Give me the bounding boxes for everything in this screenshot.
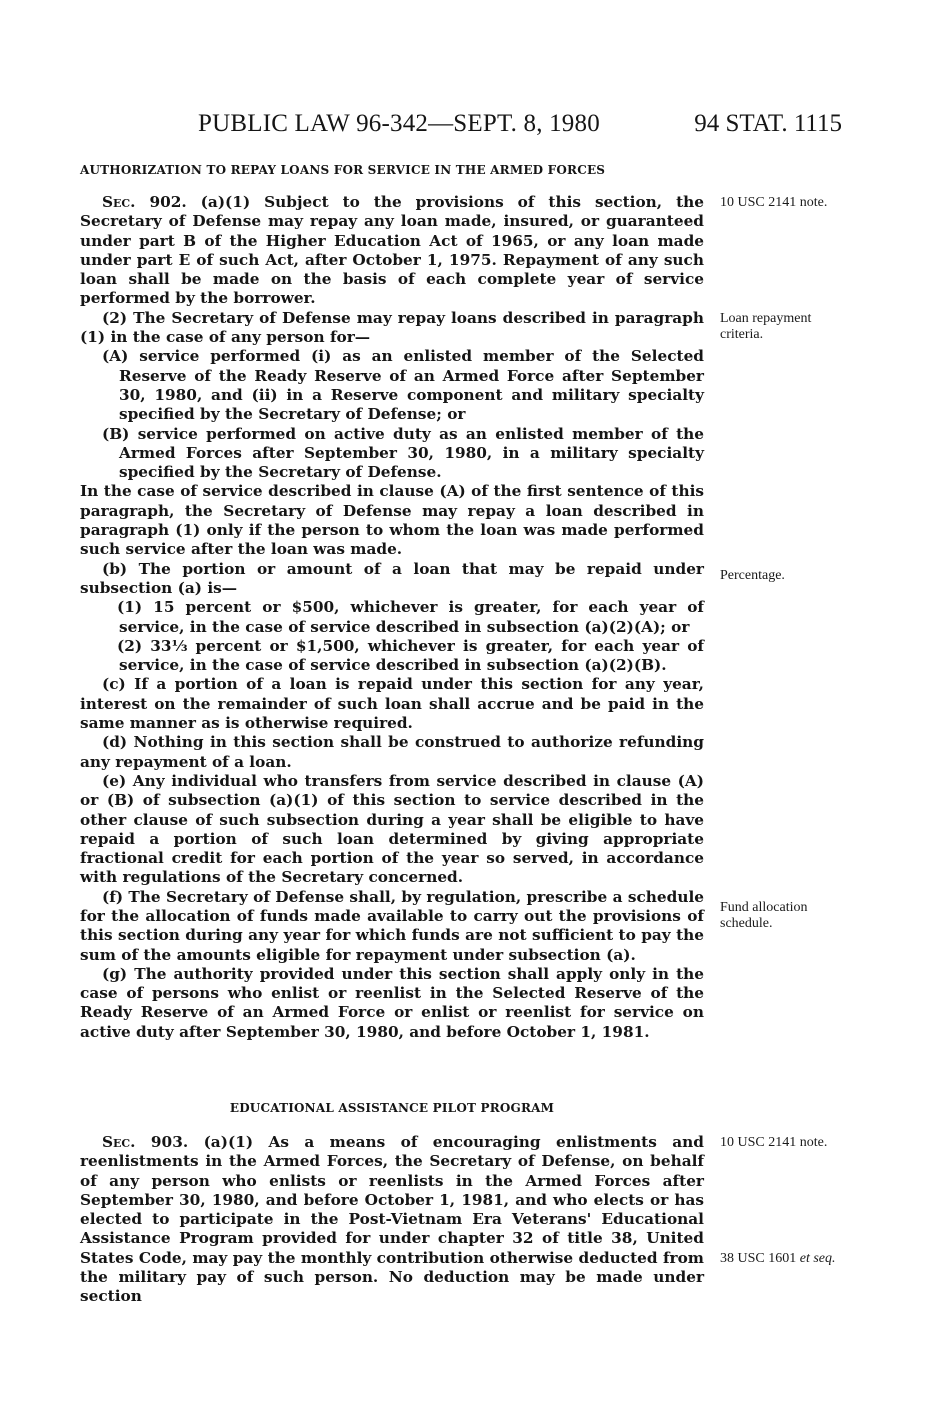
section-903-body xyxy=(80,1133,704,1307)
margin-note-percentage: Percentage. xyxy=(720,568,785,583)
section-902-body xyxy=(80,193,704,1042)
sec-902-a1 xyxy=(80,193,704,309)
sec-902-a1-text: 902. (a)(1) Subject to the provisions of this section, the Secretary of Defense may repay any loan made, insured, or guaranteed under part B of the Higher Education Act of 1965, or any loan made under part E of such Act, after October 1, 1975. Repayment of any such loan shall be made on the basis of each complete year of service performed by the borrower. xyxy=(80,193,704,308)
sec-902-g: (g) The authority provided under this section shall apply only in the case of persons who enlist or reenlist in the Selected Reserve of the Ready Reserve of an Armed Force or enlist or reenlist for service on active duty after September 30, 1980, and before October 1, 1981. xyxy=(80,964,704,1041)
sec-902-a2-clause-b: (B) service performed on active duty as an enlisted member of the Armed Forces after September 30, 1980, in a military specialty specified by the Secretary of Defense. xyxy=(102,424,704,482)
sec-902-f: (f) The Secretary of Defense shall, by regulation, prescribe a schedule for the allocation of funds made available to carry out the provisions of this section during any year for which funds are not sufficient to pay the sum of the amounts eligible for repayment under subsection (a). xyxy=(80,887,704,964)
section-903-heading: EDUCATIONAL ASSISTANCE PILOT PROGRAM xyxy=(229,1101,555,1115)
margin-note-38-usc-1601 xyxy=(720,1251,850,1267)
sec-902-d: (d) Nothing in this section shall be construed to authorize refunding any repayment of a loan. xyxy=(80,733,704,771)
sec-903-a1-text: 903. (a)(1) As a means of encouraging enlistments and reenlistments in the Armed Forces, the Secretary of Defense, on behalf of any person who enlists or reenlists in the Armed Forces after September 30, 1980, and before October 1, 1981, and who elects or has elected to participate in the Post-Vietnam Era Veterans' Educational Assistance Program provided for under chapter 32 of title 38, United States Code, may pay the monthly contribution otherwise deducted from the military pay of such person. No deduction may be made under section xyxy=(80,1133,704,1306)
sec-902-b2: (2) 33⅓ percent or $1,500, whichever is greater, for each year of service, in the case of service described in subsection (a)(2)(B). xyxy=(117,636,704,675)
sec-902-a2: (2) The Secretary of Defense may repay loans described in paragraph (1) in the case of any person for— xyxy=(80,308,704,347)
sec-902-a2-clause-a: (A) service performed (i) as an enlisted member of the Selected Reserve of the Ready Reserve of an Armed Force after September 30, 1980, and (ii) in a Reserve component and military specialty specified by the Secretary of Defense; or xyxy=(102,347,704,424)
sec-label: Sec. xyxy=(102,193,136,211)
statute-page-number: 94 STAT. 1115 xyxy=(694,110,842,137)
sec-902-b1: (1) 15 percent or $500, whichever is greater, for each year of service, in the case of service described in subsection (a)(2)(A); or xyxy=(117,598,704,636)
section-902-heading: AUTHORIZATION TO REPAY LOANS FOR SERVICE IN THE ARMED FORCES xyxy=(80,163,606,177)
margin-note-fund-allocation-schedule: Fund allocation schedule. xyxy=(720,900,808,931)
note6-prefix: 38 USC 1601 xyxy=(720,1251,800,1266)
public-law-title: PUBLIC LAW 96-342—SEPT. 8, 1980 xyxy=(198,110,600,137)
sec-902-b: (b) The portion or amount of a loan that may be repaid under subsection (a) is— xyxy=(80,559,704,597)
sec-902-e: (e) Any individual who transfers from service described in clause (A) or (B) of subsection (a)(1) of this section to service described in the other clause of such subsection during a year shall be eligible to have repaid a portion of such loan determined by giving appropriate fractional credit for each portion of the year so served, in accordance with regulations of the Secretary concerned. xyxy=(80,771,704,887)
running-header xyxy=(80,110,842,142)
sec-903-a1 xyxy=(80,1133,704,1307)
sec-902-c: (c) If a portion of a loan is repaid under this section for any year, interest on the remainder of such loan shall accrue and be paid in the same manner as is otherwise required. xyxy=(80,675,704,733)
note6-italic: et seq. xyxy=(799,1251,836,1266)
sec-label: Sec. xyxy=(102,1133,136,1151)
margin-note-10-usc-2141-second: 10 USC 2141 note. xyxy=(720,1135,828,1150)
sec-902-a2-closing: In the case of service described in clause (A) of the first sentence of this paragraph, the Secretary of Defense may repay a loan described in paragraph (1) only if the person to whom the loan was made performed such service after the loan was made. xyxy=(80,482,704,559)
margin-note-10-usc-2141: 10 USC 2141 note. xyxy=(720,195,828,210)
margin-note-loan-repayment-criteria: Loan repayment criteria. xyxy=(720,311,812,342)
